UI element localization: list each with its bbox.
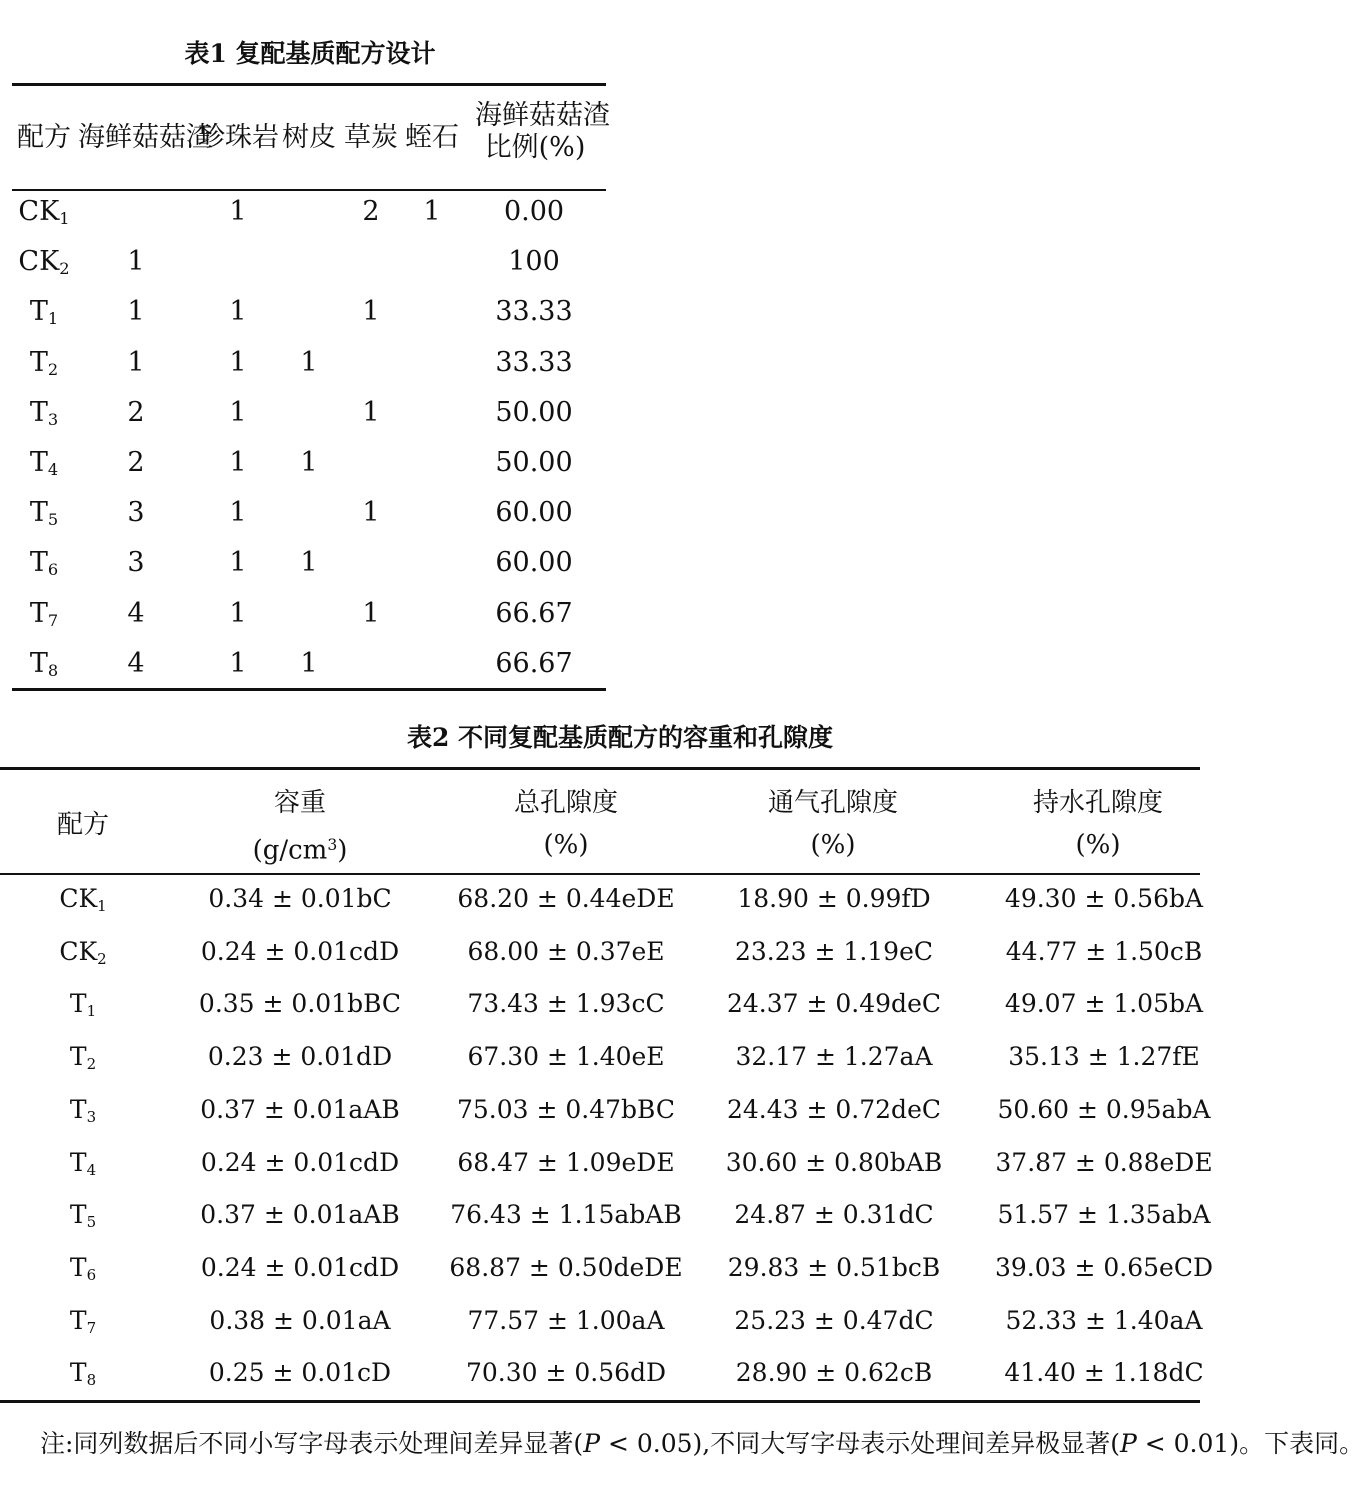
table2-cell: 35.13 ± 1.27fE <box>1008 1042 1200 1072</box>
table1-cell: 1 <box>362 597 380 629</box>
table2-caption: 表2 不同复配基质配方的容重和孔隙度 <box>406 723 834 752</box>
table2-cell: 67.30 ± 1.40eE <box>467 1042 665 1072</box>
table1-header-cell: 海鲜菇菇渣 <box>78 122 213 153</box>
table2-cell: 37.87 ± 0.88eDE <box>995 1147 1213 1177</box>
table2-header-bulk-unit: $(g/cm^3)$ <box>252 835 348 866</box>
table2-cell: 49.30 ± 0.56bA <box>1004 884 1204 913</box>
table1-cell: 2 <box>127 447 145 478</box>
table1-caption: 表1 复配基质配方设计 <box>184 39 436 68</box>
table1-header-cell: 树皮 <box>282 122 336 153</box>
table1-cell: 1 <box>229 497 247 529</box>
table2-top-rule <box>0 767 1200 770</box>
table2-header-air-line1: 通气孔隙度 <box>767 788 898 818</box>
table2-cell: 0.24 ± 0.01cdD <box>200 936 400 966</box>
table1-cell: 1 <box>229 597 247 629</box>
table1-cell: 3 <box>127 497 145 529</box>
table2-cell: 24.43 ± 0.72deC <box>726 1094 941 1124</box>
table1-header-cell: 草炭 <box>344 122 398 153</box>
table2-header-total-line1: 总孔隙度 <box>513 788 618 818</box>
table1-cell: 4 <box>127 597 145 629</box>
table2-row-label: $T_7$ <box>69 1305 97 1337</box>
table2-header-formula: 配方 <box>56 810 109 840</box>
table2-cell: 28.90 ± 0.62cB <box>735 1358 933 1388</box>
table1-row-label: $T_1$ <box>29 296 59 329</box>
table1-header-cell: 蛭石 <box>405 122 459 153</box>
table1-row-label: $T_4$ <box>29 447 59 480</box>
table2-cell: 24.87 ± 0.31dC <box>734 1200 934 1230</box>
table1-cell: 1 <box>362 396 380 428</box>
table1-header-rule <box>12 189 606 191</box>
table1-cell: 4 <box>127 647 145 679</box>
table1-cell: 0.00 <box>503 196 565 227</box>
table1-row-label: $T_3$ <box>29 396 59 429</box>
table1-row-label: $CK_1$ <box>18 196 70 229</box>
table2-cell: 41.40 ± 1.18dC <box>1004 1358 1204 1388</box>
table1-cell: 1 <box>300 346 318 378</box>
table1-cell: 1 <box>300 547 318 579</box>
table1-cell: 66.67 <box>495 647 573 679</box>
table1-row-label: $T_5$ <box>29 497 59 530</box>
table2-cell: 68.87 ± 0.50deDE <box>449 1252 683 1282</box>
table1-cell: 1 <box>229 447 247 478</box>
table1-cell: 1 <box>229 346 247 378</box>
table2-cell: 0.35 ± 0.01bBC <box>198 989 402 1019</box>
table-note: 注:同列数据后不同小写字母表示处理间差异显著(P < 0.05),不同大写字母表示处理间差异极显著(P < 0.01)。下表同。 <box>40 1429 1364 1458</box>
table2-cell: 49.07 ± 1.05bA <box>1004 989 1204 1019</box>
table2-cell: 44.77 ± 1.50cB <box>1005 936 1203 966</box>
table2-cell: 24.37 ± 0.49deC <box>726 989 941 1019</box>
table1-row-label: $CK_2$ <box>18 246 70 279</box>
table2-cell: 39.03 ± 0.65eCD <box>994 1252 1214 1282</box>
table2-header-bulk-line1: 容重 <box>273 788 326 818</box>
table1-cell: 1 <box>423 196 441 227</box>
table1-row-label: $T_8$ <box>29 647 59 680</box>
table2-cell: 0.23 ± 0.01dD <box>207 1042 393 1072</box>
table1-header-cell: 珍珠岩 <box>198 122 279 153</box>
table1-cell: 1 <box>362 296 380 328</box>
table1-cell: 3 <box>127 547 145 579</box>
table1-cell: 2 <box>362 196 380 227</box>
table1-row-label: $T_7$ <box>29 597 59 630</box>
table2-cell: 25.23 ± 0.47dC <box>734 1305 934 1335</box>
table2-row-label: $T_3$ <box>69 1094 97 1126</box>
table2-row-label: $CK_2$ <box>59 936 107 968</box>
table1-cell: 1 <box>127 346 145 378</box>
table1-header-ratio <box>475 100 610 165</box>
table1-cell: 66.67 <box>495 597 573 629</box>
table2-row-label: $T_2$ <box>69 1042 97 1073</box>
table2-cell: 18.90 ± 0.99fD <box>737 884 931 913</box>
table1-header-ratio-line1: 海鲜菇菇渣 <box>475 100 610 131</box>
table1-header-ratio-line2: 比例(%) <box>484 132 586 164</box>
table2-cell: 0.34 ± 0.01bC <box>208 884 392 913</box>
table2-cell: 68.00 ± 0.37eE <box>467 936 665 966</box>
table2-row-label: $T_5$ <box>69 1200 97 1231</box>
table2-cell: 68.20 ± 0.44eDE <box>457 884 675 913</box>
table2-cell: 51.57 ± 1.35abA <box>997 1200 1211 1230</box>
table2-cell: 32.17 ± 1.27aA <box>735 1042 933 1072</box>
table1-cell: 1 <box>300 447 318 478</box>
table2-cell: 30.60 ± 0.80bAB <box>725 1147 943 1177</box>
table2-header-water-porosity <box>998 782 1198 866</box>
table2-header-rule <box>0 873 1200 875</box>
table2-row-label: $CK_1$ <box>59 884 107 915</box>
table2-header-air-line2: (%) <box>810 830 856 860</box>
table1-row-label: $T_2$ <box>29 346 59 379</box>
table2-header-total-porosity <box>466 782 666 866</box>
table2-cell: 23.23 ± 1.19eC <box>735 936 933 966</box>
table2-row-label: $T_1$ <box>69 989 97 1021</box>
table1-row-label: $T_6$ <box>29 547 59 580</box>
table2-bottom-rule <box>0 1400 1200 1403</box>
table2-cell: 70.30 ± 0.56dD <box>465 1358 667 1388</box>
table2-cell: 0.24 ± 0.01cdD <box>200 1252 400 1282</box>
table2-header-aeration-porosity <box>733 782 933 866</box>
table1-cell: 50.00 <box>495 396 573 428</box>
table2-row-label: $T_6$ <box>69 1252 97 1284</box>
table2-header-total-line2: (%) <box>543 830 589 860</box>
table1-cell: 1 <box>229 647 247 679</box>
table2-cell: 0.38 ± 0.01aA <box>209 1305 391 1335</box>
table1-top-rule <box>12 83 606 86</box>
table1-cell: 1 <box>127 296 145 328</box>
table2-cell: 0.37 ± 0.01aAB <box>200 1200 400 1230</box>
table2-cell: 73.43 ± 1.93cC <box>467 989 665 1019</box>
table1-cell: 33.33 <box>495 296 573 328</box>
table2-row-label: $T_4$ <box>69 1147 97 1179</box>
table1-header-cell: 配方 <box>17 122 71 153</box>
table2-cell: 75.03 ± 0.47bBC <box>456 1094 676 1124</box>
table2-cell: 50.60 ± 0.95abA <box>997 1094 1211 1124</box>
table2-row-label: $T_8$ <box>69 1358 97 1390</box>
table1-cell: 60.00 <box>495 547 573 579</box>
table1-cell: 1 <box>362 497 380 529</box>
table1-cell: 1 <box>300 647 318 679</box>
table1-cell: 33.33 <box>495 346 573 378</box>
table2-cell: 77.57 ± 1.00aA <box>467 1305 665 1335</box>
table1-bottom-rule <box>12 688 606 691</box>
table1-cell: 1 <box>229 296 247 328</box>
table2-header-water-line1: 持水孔隙度 <box>1032 788 1163 818</box>
table1-cell: 60.00 <box>495 497 573 529</box>
table1-cell: 100 <box>508 246 560 278</box>
table1-cell: 1 <box>127 246 145 278</box>
table2-cell: 68.47 ± 1.09eDE <box>457 1147 675 1177</box>
table2-cell: 52.33 ± 1.40aA <box>1005 1305 1203 1335</box>
table2-cell: 76.43 ± 1.15abAB <box>450 1200 682 1230</box>
table1-cell: 50.00 <box>495 447 573 478</box>
table2-cell: 0.37 ± 0.01aAB <box>200 1094 400 1124</box>
table2-header-bulk-density <box>200 782 400 872</box>
table2-cell: 0.24 ± 0.01cdD <box>200 1147 400 1177</box>
table1-cell: 1 <box>229 396 247 428</box>
table1-cell: 1 <box>229 196 247 227</box>
table2-cell: 29.83 ± 0.51bcB <box>727 1252 941 1282</box>
table2-header-water-line2: (%) <box>1075 830 1121 860</box>
table1-cell: 1 <box>229 547 247 579</box>
table2-cell: 0.25 ± 0.01cD <box>208 1358 392 1388</box>
table1-cell: 2 <box>127 396 145 428</box>
